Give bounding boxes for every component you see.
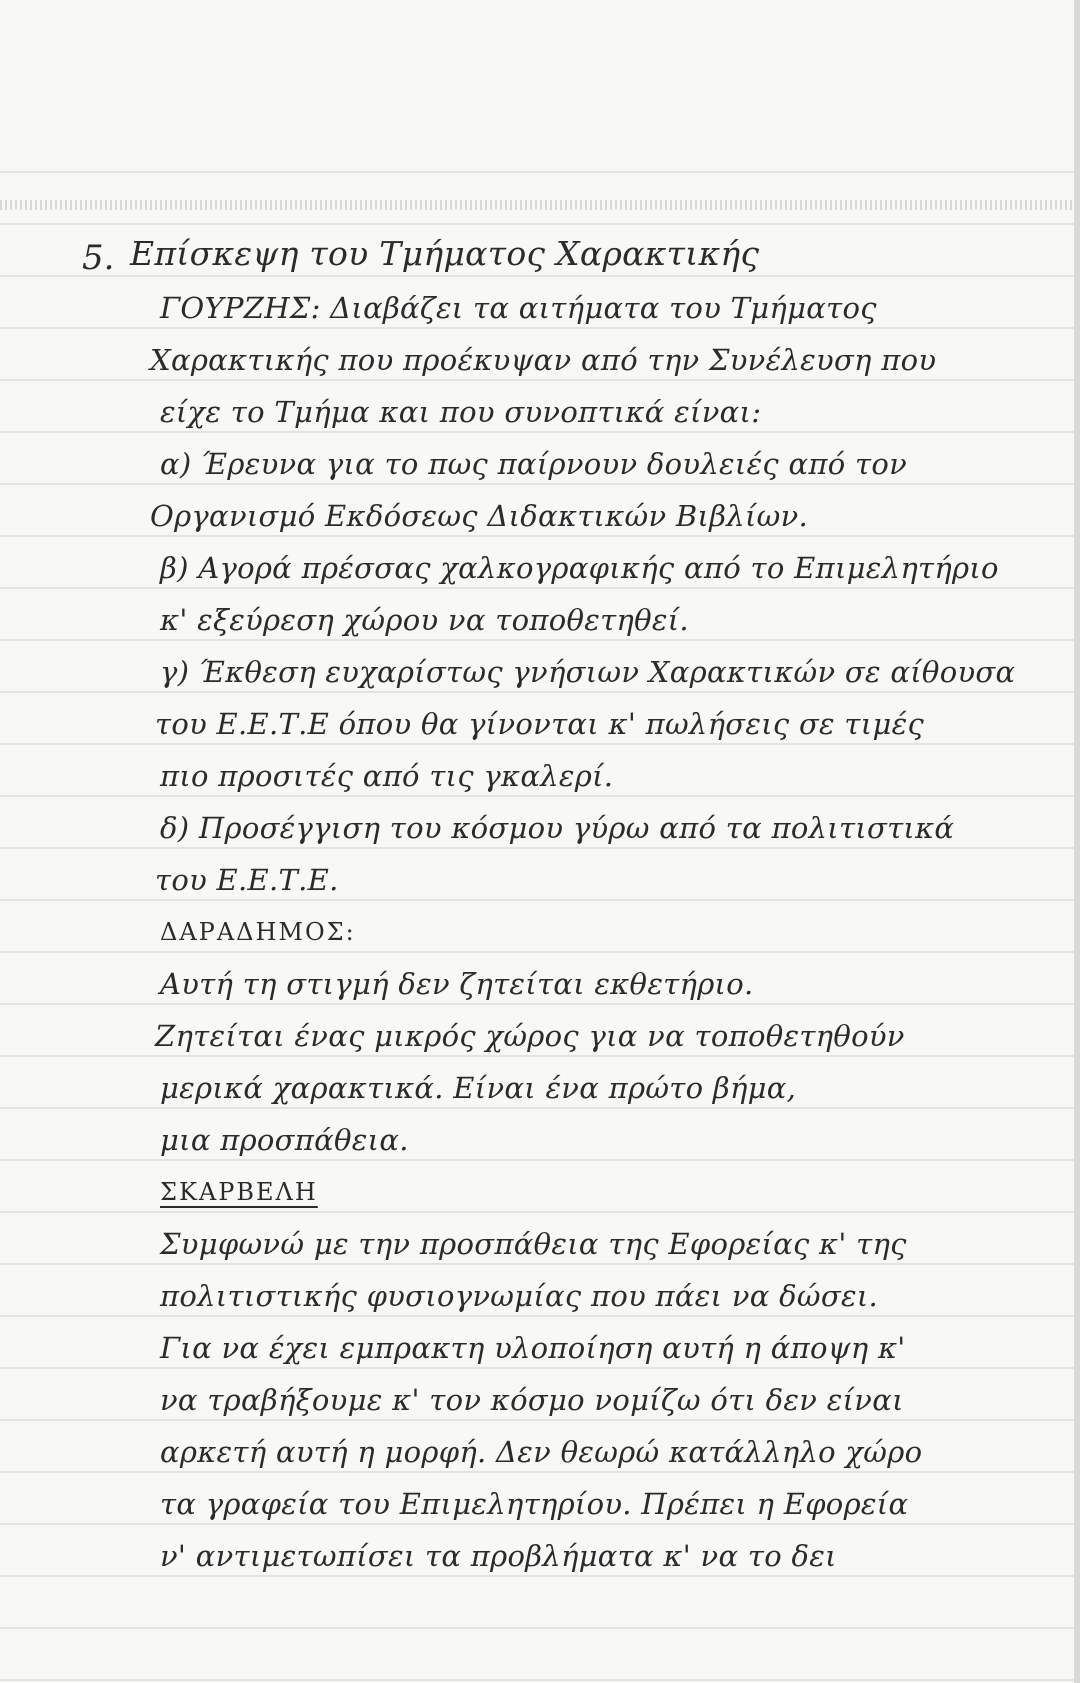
handwritten-line: Οργανισμό Εκδόσεως Διδακτικών Βιβλίων. (150, 499, 809, 533)
handwritten-line: είχε το Τμήμα και που συνοπτικά είναι: (160, 395, 762, 429)
handwritten-line: μερικά χαρακτικά. Είναι ένα πρώτο βήμα, (160, 1071, 797, 1105)
handwritten-line: δ) Προσέγγιση του κόσμου γύρω από τα πολιτιστικά (160, 811, 955, 845)
handwritten-line: α) Έρευνα για το πως παίρνουν δουλειές από τον (160, 447, 908, 481)
handwritten-line: Ζητείται ένας μικρός χώρος για να τοποθετηθούν (155, 1019, 905, 1053)
handwritten-line: ν' αντιμετωπίσει τα προβλήματα κ' να το δει (160, 1539, 837, 1573)
item-number: 5. (82, 238, 115, 278)
handwritten-line: πιο προσιτές από τις γκαλερί. (160, 759, 614, 793)
section-title: Επίσκεψη του Τμήματος Χαρακτικής (130, 234, 760, 273)
handwritten-line: ΣΚΑΡΒΕΛΗ (160, 1178, 318, 1206)
handwritten-line: Συμφωνώ με την προσπάθεια της Εφορείας κ' της (160, 1227, 907, 1261)
handwritten-line: γ) Έκθεση ευχαρίστως γνήσιων Χαρακτικών σε αίθουσα (160, 655, 1016, 689)
handwritten-line: του Ε.Ε.Τ.Ε. (155, 863, 339, 897)
handwritten-line: μια προσπάθεια. (160, 1123, 409, 1157)
handwritten-line: πολιτιστικής φυσιογνωμίας που πάει να δώσει. (160, 1279, 879, 1313)
handwritten-line: ΔΑΡΑΔΗΜΟΣ: (160, 918, 356, 946)
perforation-strip (0, 200, 1080, 210)
handwritten-line: τα γραφεία του Επιμελητηρίου. Πρέπει η Εφορεία (160, 1487, 909, 1521)
handwritten-line: ΓΟΥΡΖΗΣ: Διαβάζει τα αιτήματα του Τμήματος (160, 291, 877, 325)
handwritten-line: αρκετή αυτή η μορφή. Δεν θεωρώ κατάλληλο χώρο (160, 1435, 923, 1469)
page-edge (1074, 0, 1080, 1683)
handwritten-line: του Ε.Ε.Τ.Ε όπου θα γίνονται κ' πωλήσεις σε τιμές (155, 707, 924, 741)
handwritten-line: κ' εξεύρεση χώρου να τοποθετηθεί. (160, 603, 689, 637)
handwritten-line: β) Αγορά πρέσσας χαλκογραφικής από το Επιμελητήριο (160, 551, 999, 585)
handwritten-line: να τραβήξουμε κ' τον κόσμο νομίζω ότι δεν είναι (160, 1383, 904, 1417)
handwritten-line: Χαρακτικής που προέκυψαν από την Συνέλευση που (150, 343, 937, 377)
handwritten-line: Αυτή τη στιγμή δεν ζητείται εκθετήριο. (160, 967, 754, 1001)
handwritten-line: Για να έχει εμπρακτη υλοποίηση αυτή η άποψη κ' (160, 1331, 906, 1365)
